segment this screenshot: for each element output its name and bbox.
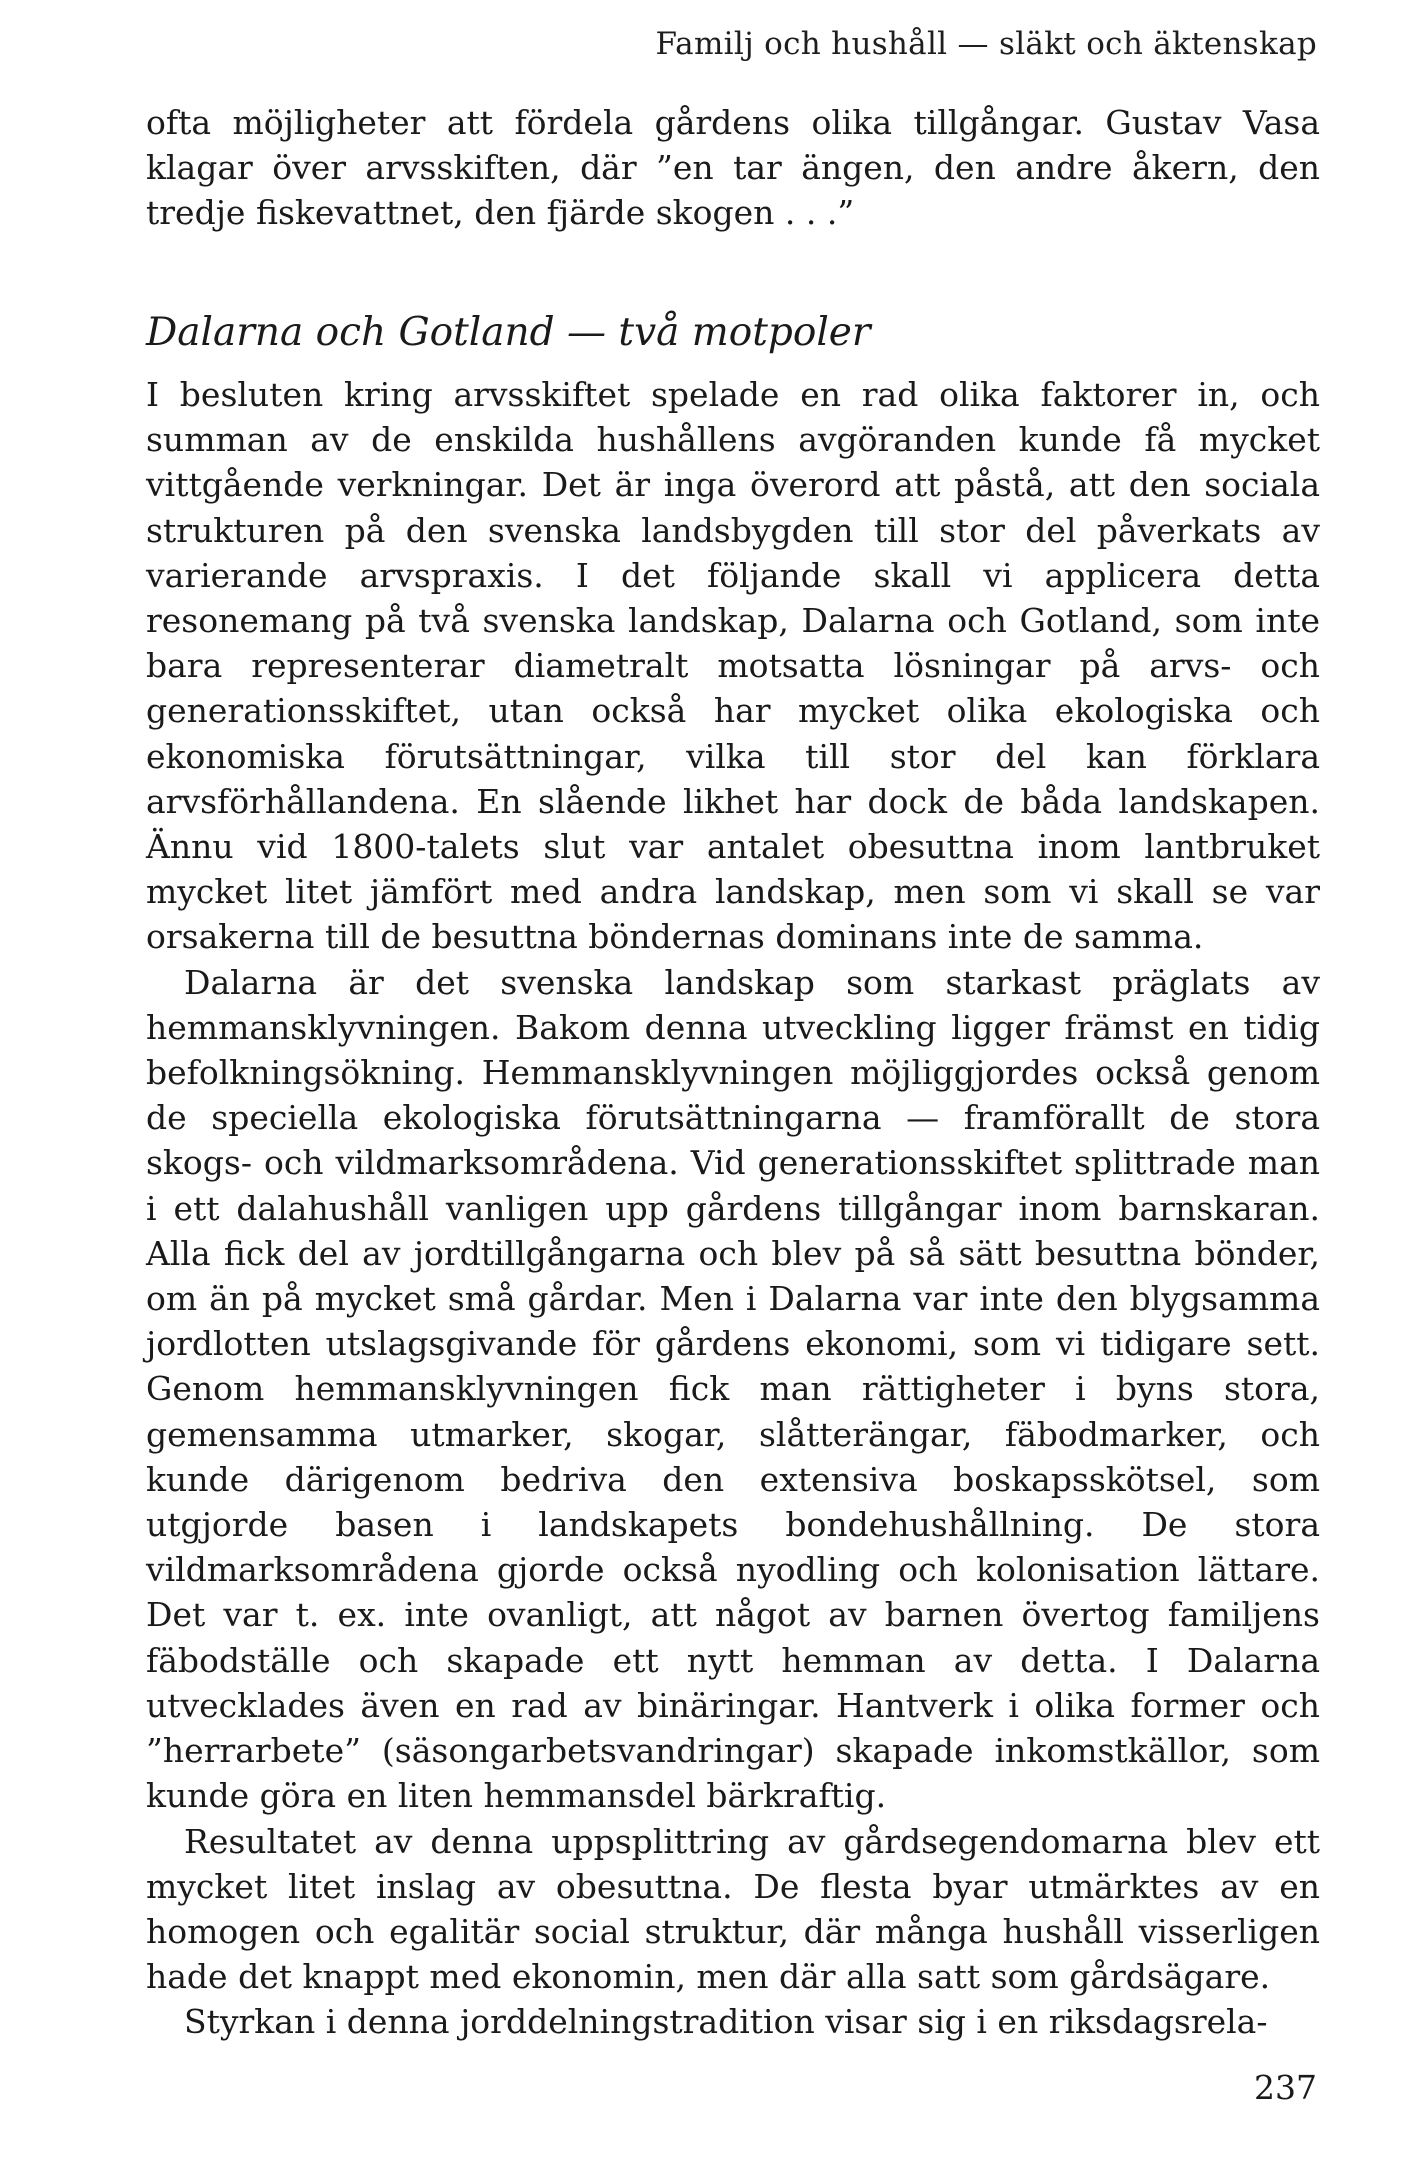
intro-paragraph: ofta möjligheter att fördela gårdens olika tillgångar. Gustav Vasa klagar över arvsskiften, där ”en tar ängen, den andre åkern, den tredje fiskevattnet, den fjärde skogen . . .” xyxy=(146,103,1320,233)
section-title: Dalarna och Gotland — två motpoler xyxy=(146,310,871,355)
running-head: Familj och hushåll — släkt och äktenskap xyxy=(655,26,1317,62)
paragraph-4: Styrkan i denna jorddelningstradition visar sig i en riksdagsrela- xyxy=(184,2002,1268,2042)
paragraph-2: Dalarna är det svenska landskap som starkast präglats av hemmansklyvningen. Bakom denna utveckling ligger främst en tidig befolkningsökning. Hemmansklyvningen möjliggjordes också genom de speciella ekologiska förutsättningarna — framförallt de stora skogs- och vildmarksområdena. Vid generationsskiftet splittrade man i ett dalahushåll vanligen upp gårdens tillgångar inom barnskaran. Alla fick del av jordtillgångarna och blev på så sätt besuttna bönder, om än på mycket små gårdar. Men i Dalarna var inte den blygsamma jordlotten utslagsgivande för gårdens ekonomi, som vi tidigare sett. Genom hemmansklyvningen fick man rättigheter i byns stora, gemensamma utmarker, skogar, slåtterängar, fäbodmarker, och kunde därigenom bedriva den extensiva boskapsskötsel, som utgjorde basen i landskapets bondehushållning. De stora vildmarksområdena gjorde också nyodling och kolonisation lättare. Det var t. ex. inte ovanligt, att något av barnen övertog familjens fäbodställe och skapade ett nytt hemman av detta. I Dalarna utvecklades även en rad av binäringar. Hantverk i olika former och ”herrarbete” (säsongarbetsvandringar) skapade inkomstkällor, som kunde göra en liten hemmansdel bärkraftig. xyxy=(146,962,1320,1816)
page-number: 237 xyxy=(1254,2068,1317,2107)
paragraph-1: I besluten kring arvsskiftet spelade en rad olika faktorer in, och summan av de enskilda hushållens avgöranden kunde få mycket vittgående verkningar. Det är inga överord att påstå, att den sociala strukturen på den svenska landsbygden till stor del påverkats av varierande arvspraxis. I det följande skall vi applicera detta resonemang på två svenska landskap, Dalarna och Gotland, som inte bara representerar diametralt motsatta lösningar på arvs- och generationsskiftet, utan också har mycket olika ekologiska och ekonomiska förutsättningar, vilka till stor del kan förklara arvsförhållandena. En slående likhet har dock de båda landskapen. Ännu vid 1800-talets slut var antalet obesuttna inom lantbruket mycket litet jämfört med andra landskap, men som vi skall se var orsakerna till de besuttna böndernas dominans inte de samma. xyxy=(146,375,1320,957)
intro-paragraph-block xyxy=(146,100,1320,236)
paragraph-3: Resultatet av denna uppsplittring av gårdsegendomarna blev ett mycket litet inslag av obesuttna. De flesta byar utmärktes av en homogen och egalitär social struktur, där många hushåll visserligen hade det knappt med ekonomin, men där alla satt som gårdsägare. xyxy=(146,1821,1320,1997)
body-text xyxy=(146,372,1320,2045)
